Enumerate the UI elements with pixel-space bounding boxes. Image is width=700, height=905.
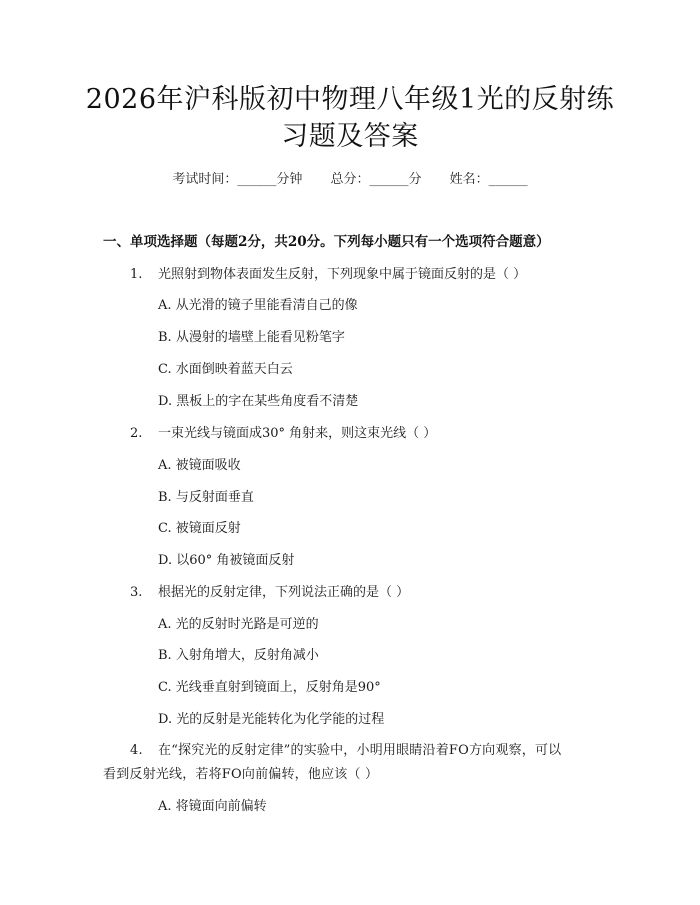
question-number: 1. bbox=[130, 267, 143, 282]
question-3-option-a: A. 光的反射时光路是可逆的 bbox=[158, 617, 319, 632]
section-heading: 一、单项选择题（每题2分，共20分。下列每小题只有一个选项符合题意） bbox=[103, 234, 550, 250]
exam-meta bbox=[0, 168, 700, 187]
question-3 bbox=[130, 581, 409, 600]
question-3-option-d: D. 光的反射是光能转化为化学能的过程 bbox=[158, 712, 385, 727]
question-2-option-a: A. 被镜面吸收 bbox=[158, 458, 241, 473]
question-1-option-d: D. 黑板上的字在某些角度看不清楚 bbox=[158, 394, 359, 409]
student-name: 姓名：______ bbox=[449, 172, 528, 187]
question-2-option-b: B. 与反射面垂直 bbox=[158, 490, 254, 505]
question-number: 4. bbox=[130, 743, 143, 758]
question-1-option-b: B. 从漫射的墙壁上能看见粉笔字 bbox=[158, 330, 345, 345]
question-4-option-a: A. 将镜面向前偏转 bbox=[158, 799, 267, 814]
question-2-option-c: C. 被镜面反射 bbox=[158, 521, 241, 536]
question-text: 根据光的反射定律，下列说法正确的是（ ） bbox=[158, 585, 410, 600]
question-1 bbox=[130, 263, 526, 282]
question-1-option-a: A. 从光滑的镜子里能看清自己的像 bbox=[158, 298, 358, 313]
question-2 bbox=[130, 422, 436, 441]
document-title-line1: 2026年沪科版初中物理八年级1光的反射练 bbox=[85, 84, 615, 115]
exam-time: 考试时间：______分钟 bbox=[172, 172, 303, 187]
question-text-line1: 在“探究光的反射定律”的实验中，小明用眼睛沿着FO方向观察，可以 bbox=[158, 743, 562, 758]
document-title-line2: 习题及答案 bbox=[281, 121, 419, 152]
question-2-option-d: D. 以60° 角被镜面反射 bbox=[158, 553, 295, 568]
question-text: 一束光线与镜面成30° 角射来，则这束光线（ ） bbox=[158, 426, 437, 441]
question-3-option-c: C. 光线垂直射到镜面上，反射角是90° bbox=[158, 680, 381, 695]
question-3-option-b: B. 入射角增大，反射角减小 bbox=[158, 648, 319, 663]
question-text: 光照射到物体表面发生反射，下列现象中属于镜面反射的是（ ） bbox=[158, 267, 527, 282]
question-4-continuation: 看到反射光线，若将FO向前偏转，他应该（ ） bbox=[103, 767, 379, 782]
question-number: 2. bbox=[130, 426, 143, 441]
question-1-option-c: C. 水面倒映着蓝天白云 bbox=[158, 362, 293, 377]
exam-score: 总分：______分 bbox=[330, 172, 422, 187]
question-number: 3. bbox=[130, 585, 143, 600]
question-4 bbox=[130, 739, 561, 758]
